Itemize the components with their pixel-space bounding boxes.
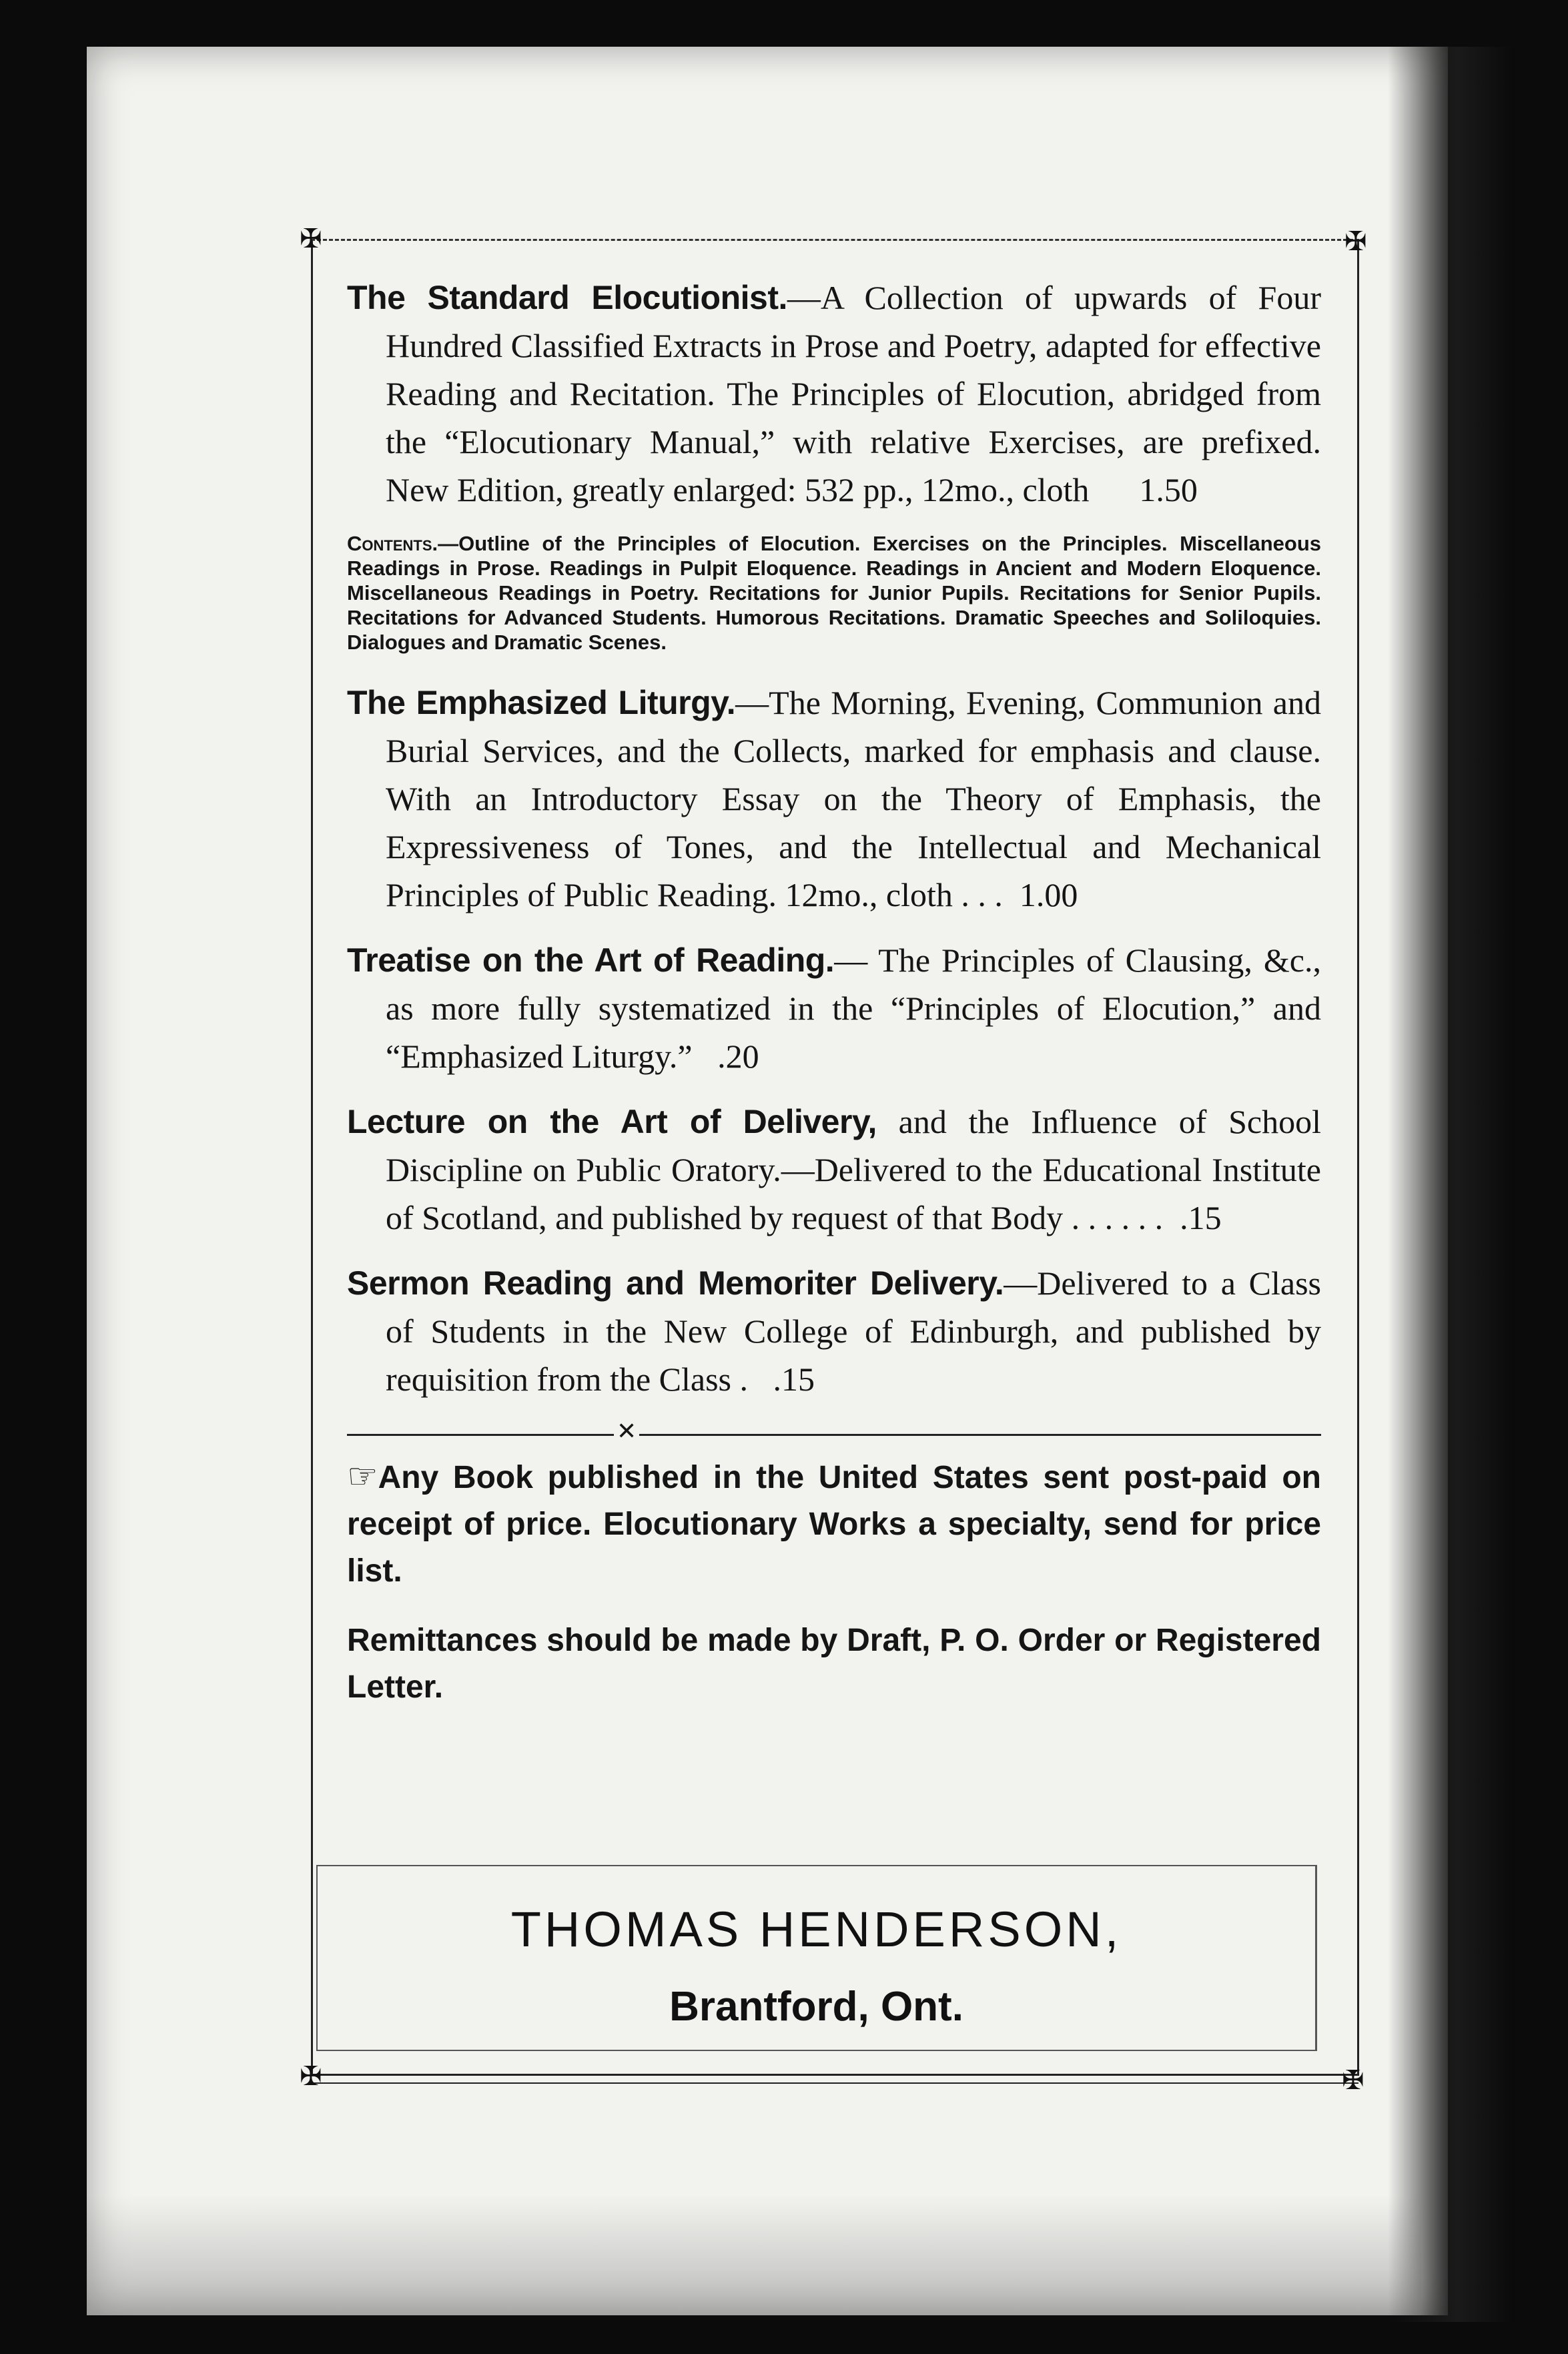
book-price: .20 [717,1038,759,1075]
page-bottom-shadow [87,2195,1421,2315]
frame-bottom-rule [311,2074,1358,2084]
book-title: The Standard Elocutionist. [347,279,787,316]
shipping-notice-text: Any Book published in the United States sent post-paid on receipt of price. Elocutionary Works a specialty, send for price list. [347,1460,1321,1589]
corner-cross-icon: ✠ [300,2061,322,2092]
corner-cross-icon: ✠ [300,224,322,254]
book-text: — The Principles of Clausing, &c., as more fully systematized in the “Principles of Elocution,” and “Emphasized Liturgy.” [386,941,1321,1075]
book-entry [347,936,1321,1080]
book-title: The Emphasized Liturgy. [347,684,736,721]
book-description [347,679,1321,919]
book-title: Sermon Reading and Memoriter Delivery. [347,1264,1004,1302]
book-description [347,1098,1321,1242]
book-entry [347,274,1321,514]
book-contents-note [347,531,1321,655]
book-description [347,1259,1321,1403]
book-text: —A Collection of upwards of Four Hundred Classified Extracts in Prose and Poetry, adapted for effective Reading and Recitation. The Principles of Elocution, abridged from the “Elocutionary Manual,” with relative Exercises, are prefixed. New Edition, greatly enlarged: 532 pp., 12mo., cloth [386,279,1321,508]
book-price: 1.50 [1139,471,1198,508]
book-entry [347,1098,1321,1242]
book-text: —Delivered to a Class of Students in the New College of Edinburgh, and published by requisition from the Class . [386,1264,1322,1398]
pointing-hand-icon: ☞ [347,1457,378,1497]
publisher-city: Brantford, Ont. [669,1984,963,2030]
book-price: .15 [773,1360,815,1398]
shipping-notice [347,1453,1321,1595]
publisher-box [316,1865,1317,2051]
corner-cross-icon: ✠ [1344,226,1367,257]
publisher-name: THOMAS HENDERSON, [510,1902,1122,1957]
book-title: Treatise on the Art of Reading. [347,941,835,979]
page-edge-shadow [1388,47,1515,2322]
book-text: —The Morning, Evening, Communion and Burial Services, and the Collects, marked for emphasis and clause. With an Introductory Essay on the Theory of Emphasis, the Expressiveness of Tones, and the Intellectual and Mechanical Principles of Public Reading. 12mo., cloth . . . [386,684,1321,913]
book-price: 1.00 [1019,876,1078,913]
contents-label: Contents. [347,532,438,555]
book-price: .15 [1180,1199,1222,1236]
book-text: and the Influence of School Discipline on Public Oratory.—Delivered to the Educational Institute of Scotland, and published by request of that Body . . . . . . [386,1103,1321,1236]
corner-cross-icon: ✠ [1342,2065,1364,2096]
book-description [347,274,1321,514]
contents-text: —Outline of the Principles of Elocution. Exercises on the Principles. Miscellaneous Readings in Prose. Readings in Pulpit Eloquence. Readings in Ancient and Modern Eloquence. Miscellaneous Readings in Poetry. Recitations for Junior Pupils. Recitations for Senior Pupils. Recitations for Advanced Students. Humorous Recitations. Dramatic Speeches and Soliloquies. Dialogues and Dramatic Scenes. [347,532,1321,654]
book-entry [347,679,1321,919]
remittance-notice: Remittances should be made by Draft, P. O. Order or Registered Letter. [347,1623,1321,1705]
divider-ornament-icon: ✕ [614,1418,639,1445]
book-title: Lecture on the Art of Delivery, [347,1103,877,1140]
book-entry [347,1259,1321,1403]
advertisement-content [347,274,1321,1733]
book-description [347,936,1321,1080]
section-divider [347,1418,1321,1445]
